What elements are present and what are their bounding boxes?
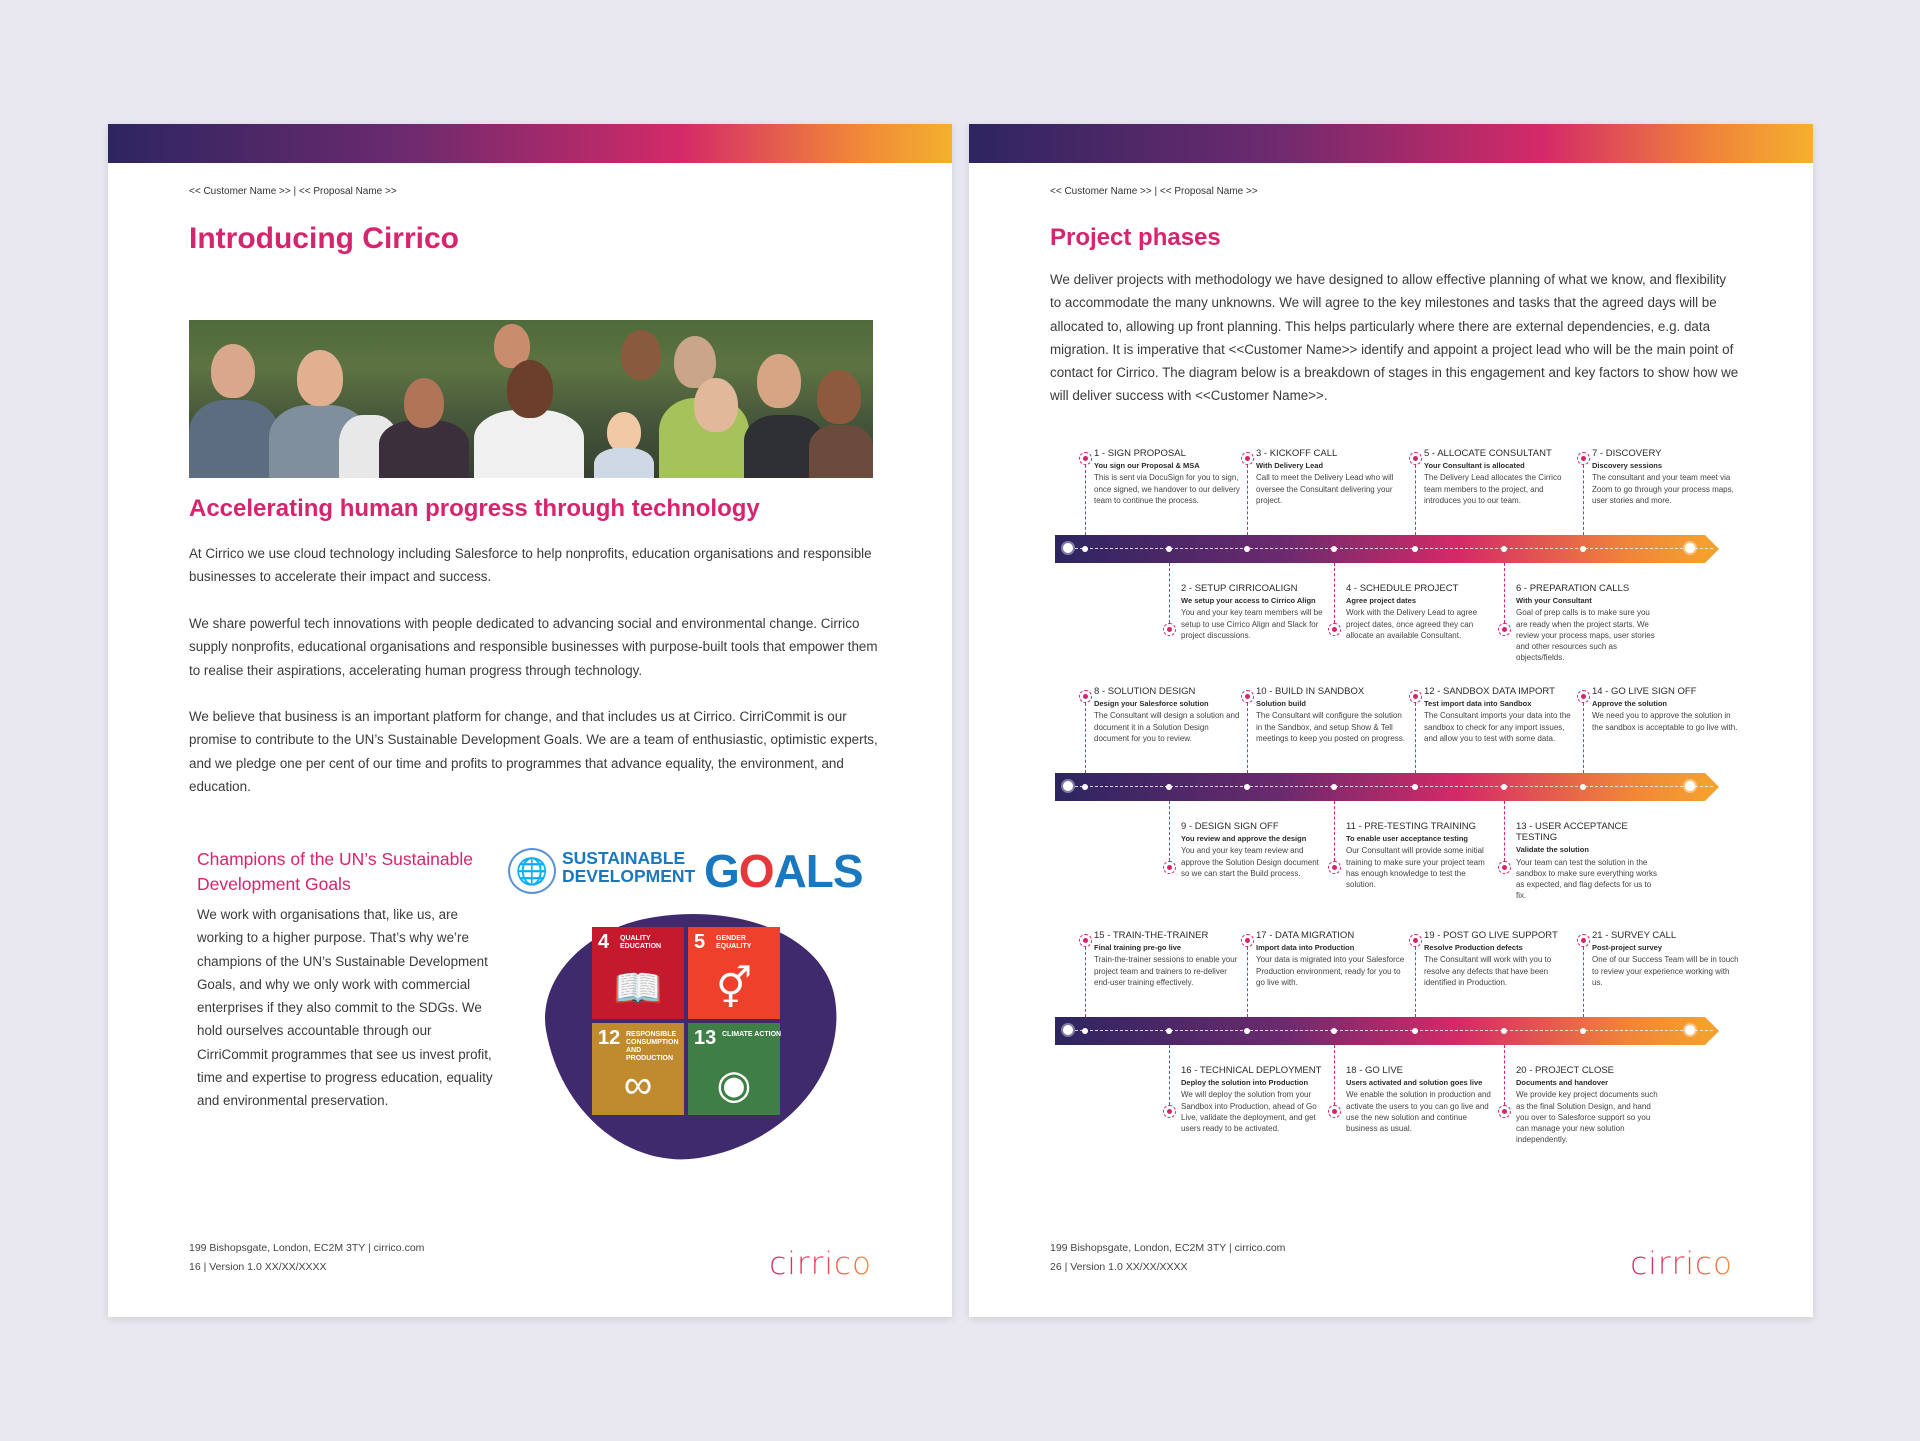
phase-step: 8 - SOLUTION DESIGN Design your Salesforce solution The Consultant will design a solution and document it in a Solution Design document for you to review.: [1094, 686, 1240, 743]
sdg-tile-13: 13 CLIMATE ACTION ◉: [688, 1023, 780, 1115]
milestone-pin: [1079, 690, 1092, 703]
start-dot: [1063, 543, 1073, 553]
connector-line: [1504, 1045, 1505, 1105]
phase-step: 14 - GO LIVE SIGN OFF Approve the solution We need you to approve the solution in the sandbox is acceptable to go live with.: [1592, 686, 1738, 732]
track-tick: [1580, 546, 1586, 552]
cirrico-logo: cirrico: [769, 1246, 872, 1282]
milestone-pin: [1409, 934, 1422, 947]
milestone-pin: [1409, 452, 1422, 465]
track-tick: [1082, 546, 1088, 552]
track-tick: [1580, 1028, 1586, 1034]
page-title: Introducing Cirrico: [189, 222, 459, 255]
intro-paragraph: We deliver projects with methodology we have designed to allow effective planning of what we know, and flexibility to accommodate the many unknowns. We will agree to the key milestones and tasks that the agreed days will be allocated to, allowing up front planning. This helps particularly where there are external dependencies, e.g. data migration. It is imperative that <<Customer Name>> identify and appoint a project lead who will be the main point of contact for Cirrico. The diagram below is a breakdown of stages in this engagement and key factors to show how we will deliver success with <<Customer Name>>.: [1050, 272, 1739, 404]
track-tick: [1501, 784, 1507, 790]
track-tick: [1166, 1028, 1172, 1034]
milestone-pin: [1163, 1105, 1176, 1118]
milestone-pin: [1498, 861, 1511, 874]
phase-step: 17 - DATA MIGRATION Import data into Production Your data is migrated into your Salesforce Production environment, ready for you to go live with.: [1256, 930, 1405, 987]
track-tick: [1580, 784, 1586, 790]
phase-step: 18 - GO LIVE Users activated and solution goes live We enable the solution in production and activate the users to you can go live and use the new solution and continue business as usual.: [1346, 1065, 1491, 1134]
milestone-pin: [1328, 1105, 1341, 1118]
start-dot: [1063, 781, 1073, 791]
track-tick: [1412, 784, 1418, 790]
breadcrumb: << Customer Name >> | << Proposal Name >>: [189, 186, 397, 197]
sdg-tile-4: 4 QUALITY EDUCATION 📖: [592, 927, 684, 1019]
goals-wordmark: GOALS: [704, 845, 863, 897]
header-gradient-bar: [108, 124, 952, 163]
milestone-pin: [1241, 690, 1254, 703]
phase-step: 9 - DESIGN SIGN OFF You review and approve the design You and your key team review and approve the Solution Design document so we can start the Build process.: [1181, 821, 1319, 878]
phase-step: 6 - PREPARATION CALLS With your Consultant Goal of prep calls is to make sure you are ready when the project starts. We review your process maps, user stories and other resources such as objects/fields.: [1516, 583, 1655, 663]
track-tick: [1331, 1028, 1337, 1034]
un-emblem-icon: 🌐: [508, 848, 556, 894]
track-tick: [1244, 546, 1250, 552]
milestone-pin: [1577, 690, 1590, 703]
connector-line: [1085, 703, 1086, 773]
sdg-logo-line2: DEVELOPMENT: [562, 866, 696, 886]
track-tick: [1501, 1028, 1507, 1034]
phase-track-3: [1055, 1017, 1731, 1045]
milestone-pin: [1328, 861, 1341, 874]
connector-line: [1583, 703, 1584, 773]
connector-line: [1504, 801, 1505, 861]
team-photo: [189, 320, 873, 478]
cirrico-logo: cirrico: [1630, 1246, 1733, 1282]
milestone-pin: [1409, 690, 1422, 703]
page-title: Project phases: [1050, 224, 1221, 251]
connector-line: [1085, 947, 1086, 1017]
connector-line: [1504, 563, 1505, 623]
infinity-icon: ∞: [623, 1063, 653, 1107]
footer-version: 16 | Version 1.0 XX/XX/XXXX: [189, 1261, 327, 1273]
end-dot: [1685, 1025, 1695, 1035]
milestone-pin: [1577, 452, 1590, 465]
connector-line: [1247, 947, 1248, 1017]
paragraph-2: We share powerful tech innovations with people dedicated to advancing social and environmental change. Cirrico supply nonprofits, educational organisations and responsible businesses with purpose-built tools that empower them to realise their aspirations, accelerating human progress through technology.: [189, 616, 878, 678]
milestone-pin: [1498, 623, 1511, 636]
milestone-pin: [1498, 1105, 1511, 1118]
connector-line: [1415, 465, 1416, 535]
milestone-pin: [1241, 934, 1254, 947]
milestone-pin: [1163, 623, 1176, 636]
start-dot: [1063, 1025, 1073, 1035]
connector-line: [1334, 801, 1335, 861]
phase-step: 10 - BUILD IN SANDBOX Solution build The Consultant will configure the solution in the Sandbox, and setup Show & Tell meetings to keep you posted on progress.: [1256, 686, 1405, 743]
phase-step: 16 - TECHNICAL DEPLOYMENT Deploy the solution into Production We will deploy the solution from your Sandbox into Production, ahead of Go Live, validate the deployment, and get users ready to be activated.: [1181, 1065, 1322, 1134]
phase-step: 13 - USER ACCEPTANCE TESTING Validate the solution Your team can test the solution in the sandbox to make sure everything works as expected, and flag defects for us to fix.: [1516, 821, 1657, 901]
track-tick: [1331, 784, 1337, 790]
phase-track-2: [1055, 773, 1731, 801]
track-tick: [1082, 784, 1088, 790]
phase-step: 12 - SANDBOX DATA IMPORT Test import data into Sandbox The Consultant imports your data into the sandbox to check for any import issues, and allow you to test with some data.: [1424, 686, 1571, 743]
connector-line: [1169, 1045, 1170, 1105]
phase-step: 15 - TRAIN-THE-TRAINER Final training pre-go live Train-the-trainer sessions to enable your project team and trainers to re-deliver end-user training effectively.: [1094, 930, 1238, 987]
track-tick: [1244, 784, 1250, 790]
footer-address: 199 Bishopsgate, London, EC2M 3TY | cirrico.com: [1050, 1242, 1286, 1254]
milestone-pin: [1079, 452, 1092, 465]
book-icon: 📖: [613, 967, 663, 1011]
connector-line: [1169, 801, 1170, 861]
phase-step: 2 - SETUP CIRRICOALIGN We setup your access to Cirrico Align You and your key team members will be setup to use Cirrico Align and Slack for project discussions.: [1181, 583, 1323, 640]
connector-line: [1085, 465, 1086, 535]
page-left: [108, 124, 952, 1317]
end-dot: [1685, 543, 1695, 553]
footer-version: 26 | Version 1.0 XX/XX/XXXX: [1050, 1261, 1188, 1273]
connector-line: [1247, 703, 1248, 773]
milestone-pin: [1163, 861, 1176, 874]
track-tick: [1331, 546, 1337, 552]
paragraph-1: At Cirrico we use cloud technology including Salesforce to help nonprofits, education organisations and responsible businesses to accelerate their impact and success.: [189, 546, 872, 585]
milestone-pin: [1577, 934, 1590, 947]
phase-step: 4 - SCHEDULE PROJECT Agree project dates Work with the Delivery Lead to agree project dates, once agreed they can allocate an available Consultant.: [1346, 583, 1478, 640]
connector-line: [1583, 465, 1584, 535]
section-subtitle: Accelerating human progress through technology: [189, 495, 760, 522]
track-tick: [1166, 546, 1172, 552]
connector-line: [1334, 1045, 1335, 1105]
connector-line: [1583, 947, 1584, 1017]
header-gradient-bar: [969, 124, 1813, 163]
phase-step: 3 - KICKOFF CALL With Delivery Lead Call to meet the Delivery Lead who will oversee the Consultant delivering your project.: [1256, 448, 1394, 505]
phase-step: 7 - DISCOVERY Discovery sessions The consultant and your team meet via Zoom to go through your process maps, user stories and more.: [1592, 448, 1734, 505]
phase-step: 20 - PROJECT CLOSE Documents and handover We provide key project documents such as the final Solution Design, and hand you over to Salesforce support so you can manage your new solution independently.: [1516, 1065, 1658, 1145]
track-tick: [1501, 546, 1507, 552]
sdg-tile-12: 12 RESPONSIBLE CONSUMPTION AND PRODUCTION ∞: [592, 1023, 684, 1115]
sdg-logo: [508, 845, 868, 897]
milestone-pin: [1079, 934, 1092, 947]
phase-track-1: [1055, 535, 1731, 563]
gender-equality-icon: ⚥: [715, 967, 753, 1011]
phase-step: 5 - ALLOCATE CONSULTANT Your Consultant is allocated The Delivery Lead allocates the Cirrico team members to the project, and introduces you to our team.: [1424, 448, 1562, 505]
globe-eye-icon: ◉: [716, 1063, 752, 1107]
milestone-pin: [1241, 452, 1254, 465]
paragraph-3: We believe that business is an important platform for change, and that includes us at Cirrico. CirriCommit is our promise to contribute to the UN’s Sustainable Development Goals. We are a team of enthusiastic, optimistic experts, and we pledge one per cent of our time and profits to programmes that advance equality, the environment, and education.: [189, 709, 878, 794]
phase-step: 21 - SURVEY CALL Post-project survey One of our Success Team will be in touch to review your experience working with us.: [1592, 930, 1739, 987]
phase-step: 1 - SIGN PROPOSAL You sign our Proposal & MSA This is sent via DocuSign for you to sign, once signed, we handover to our delivery team to continue the process.: [1094, 448, 1240, 505]
track-tick: [1412, 1028, 1418, 1034]
phase-step: 19 - POST GO LIVE SUPPORT Resolve Production defects The Consultant will work with you to resolve any defects that have been identified in Production.: [1424, 930, 1558, 987]
sdg-wheel-icon: O: [738, 845, 774, 897]
track-tick: [1166, 784, 1172, 790]
sdg-logo-line1: SUSTAINABLE: [562, 848, 686, 868]
track-tick: [1244, 1028, 1250, 1034]
sdg-heading: Champions of the UN’s Sustainable Development Goals: [197, 849, 473, 894]
connector-line: [1415, 703, 1416, 773]
sdg-text: We work with organisations that, like us, are working to a higher purpose. That’s why we’re champions of the UN’s Sustainable Development Goals, and why we only work with commercial enterprises if they also commit to the SDGs. We hold ourselves accountable through our CirriCommit programmes that see us invest profit, time and expertise to progress education, equality and environmental preservation.: [197, 907, 493, 1109]
connector-line: [1169, 563, 1170, 623]
breadcrumb: << Customer Name >> | << Proposal Name >>: [1050, 186, 1258, 197]
milestone-pin: [1328, 623, 1341, 636]
connector-line: [1247, 465, 1248, 535]
sdg-tile-5: 5 GENDER EQUALITY ⚥: [688, 927, 780, 1019]
end-dot: [1685, 781, 1695, 791]
track-tick: [1412, 546, 1418, 552]
page-right: [969, 124, 1813, 1317]
track-tick: [1082, 1028, 1088, 1034]
connector-line: [1415, 947, 1416, 1017]
footer-address: 199 Bishopsgate, London, EC2M 3TY | cirrico.com: [189, 1242, 425, 1254]
phase-step: 11 - PRE-TESTING TRAINING To enable user acceptance testing Our Consultant will provide some initial training to make sure your project team has enough knowledge to test the solution.: [1346, 821, 1485, 890]
connector-line: [1334, 563, 1335, 623]
